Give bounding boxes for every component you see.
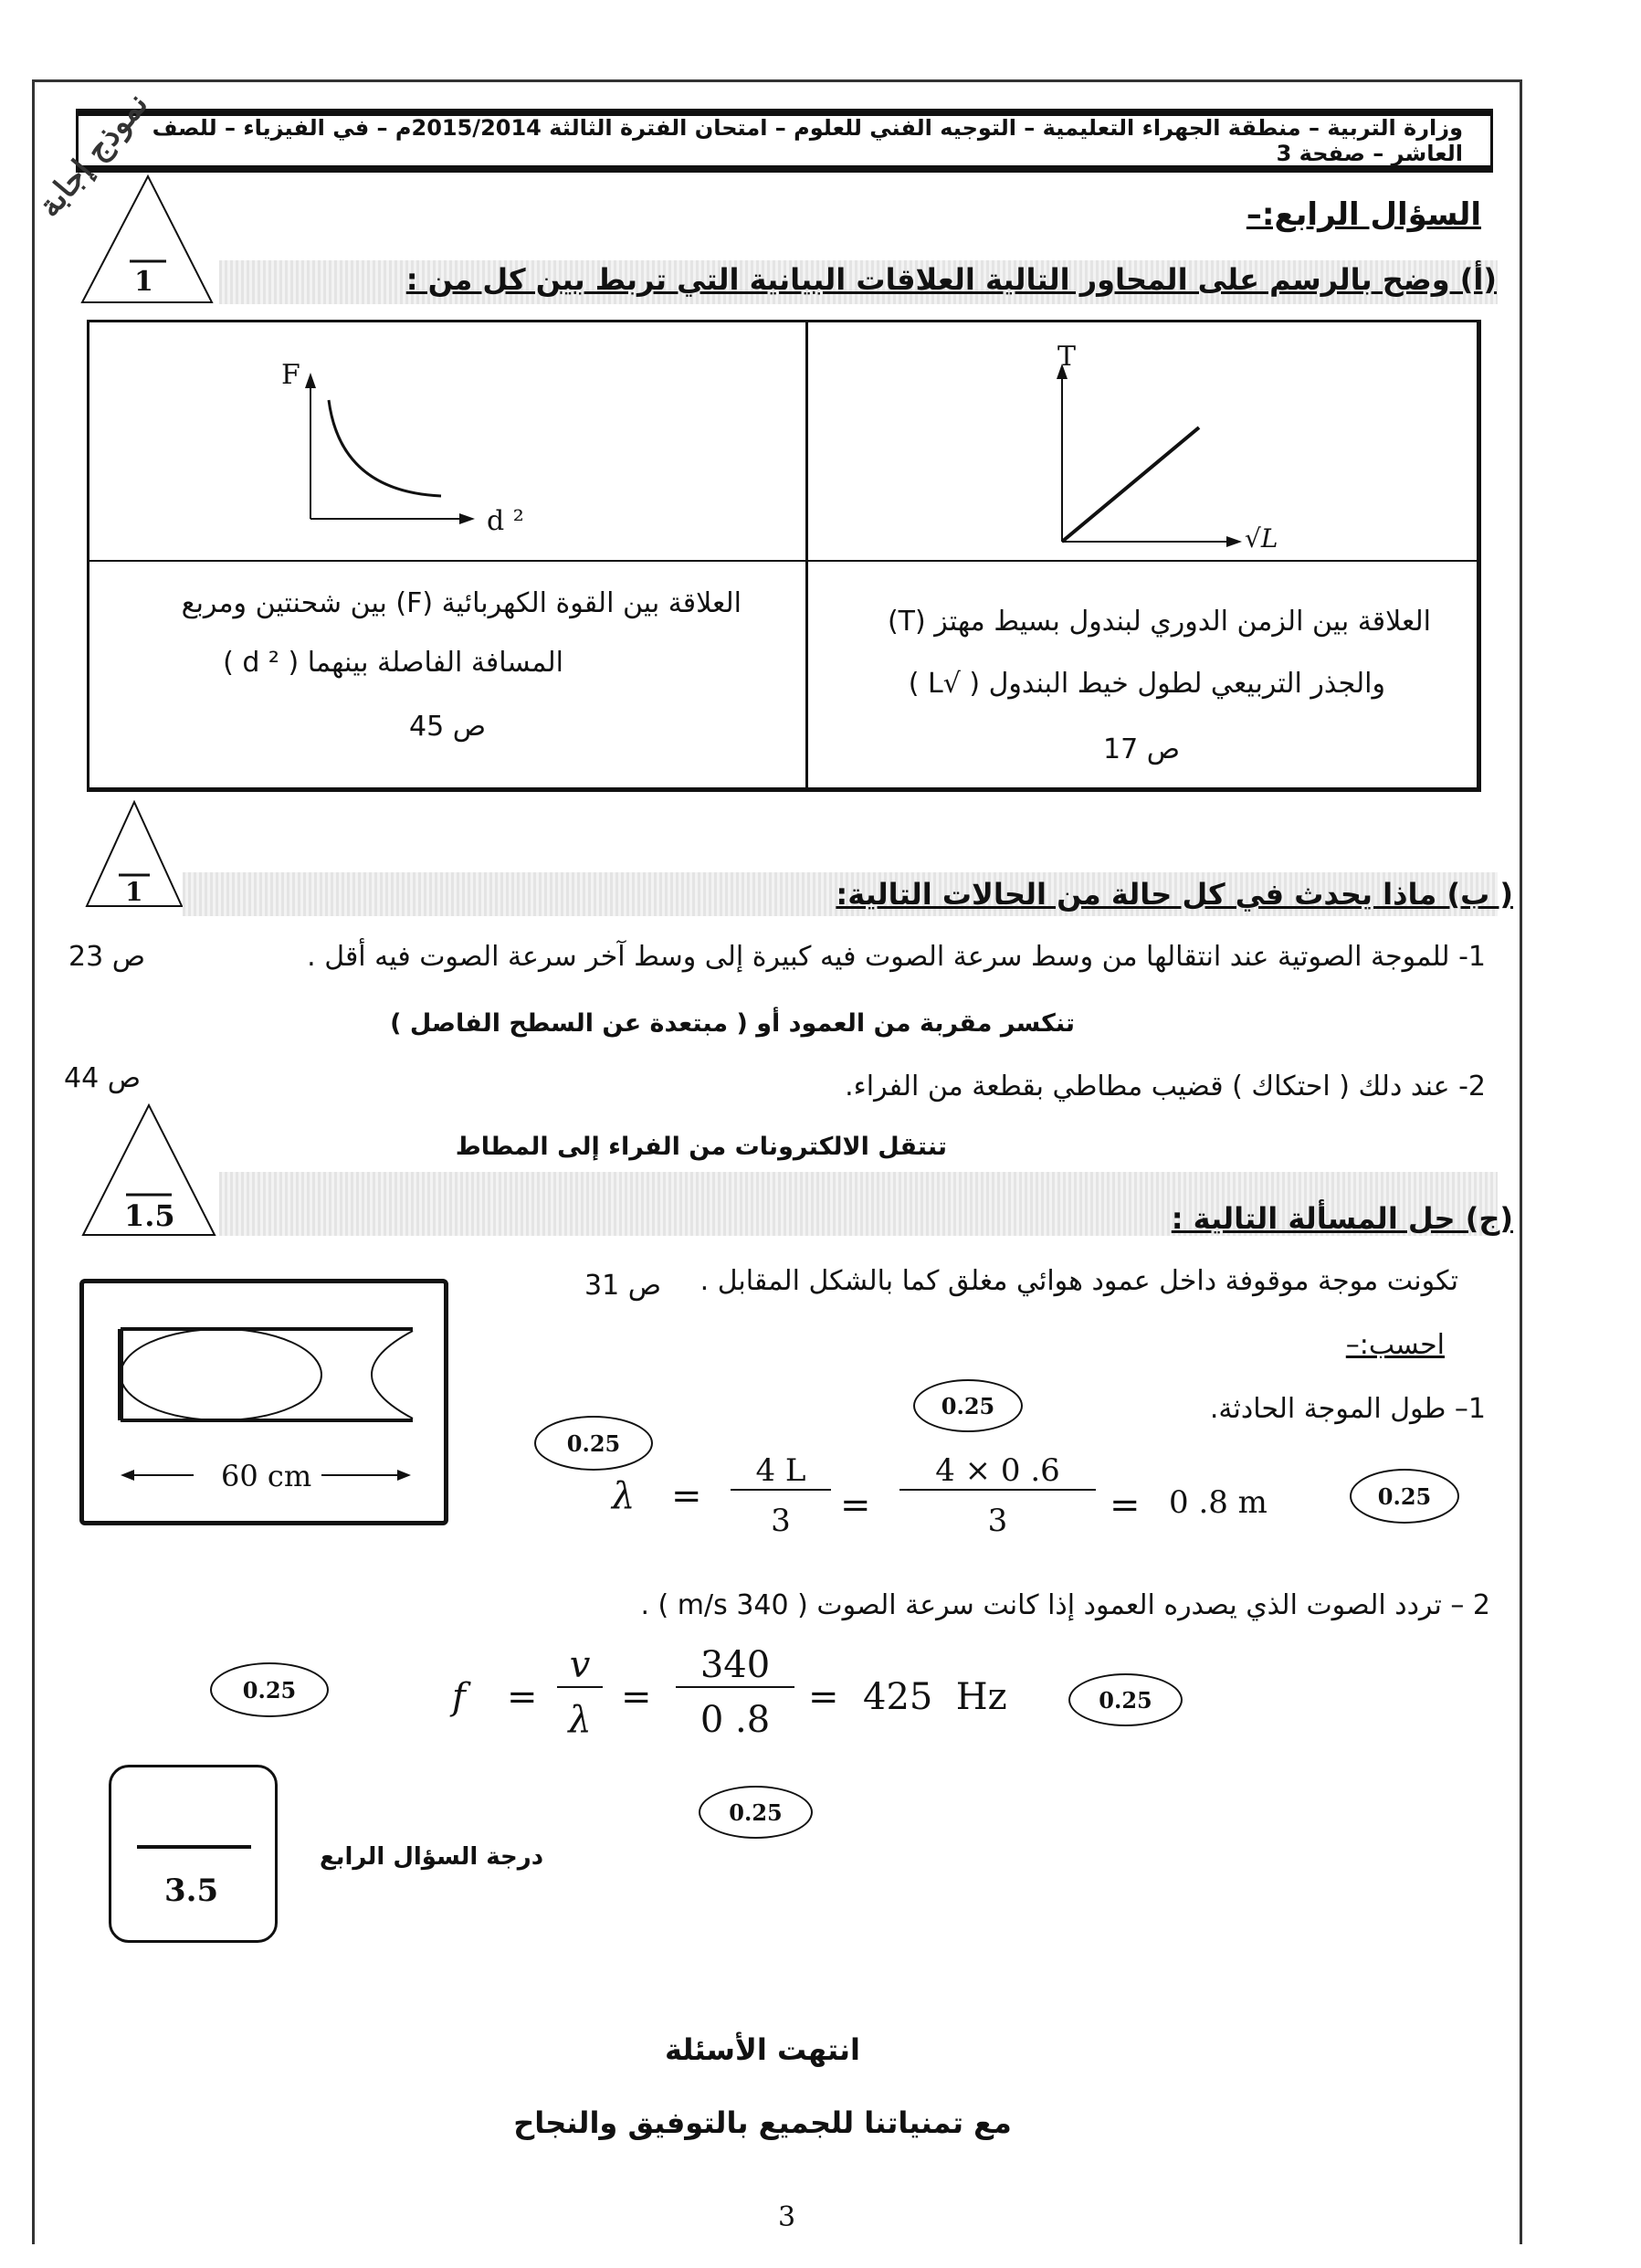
right-desc-1: العلاقة بين الزمن الدوري لبندول بسيط مهتز (T): [887, 606, 1431, 638]
sub-question-2: 2 – تردد الصوت الذي يصدره العمود إذا كانت سرعة الصوت ( 340 m/s ) .: [640, 1589, 1490, 1621]
left-page-ref: ص 45: [409, 711, 486, 743]
mark-bubble: 0.25: [210, 1662, 329, 1717]
eq2-result: 425 Hz: [863, 1676, 1007, 1718]
score-b: 1: [125, 877, 143, 907]
sqrt-l-axis-label: √L: [1245, 523, 1278, 554]
graph-table: [87, 320, 1481, 792]
mark-bubble: 0.25: [699, 1786, 813, 1839]
score-triangle-b: [84, 800, 184, 910]
inverse-curve: [329, 400, 441, 496]
total-label: درجة السؤال الرابع: [320, 1843, 544, 1871]
part-a-title: (أ) وضح بالرسم على المحاور التالية العلاقات البيانية التي تربط بين كل من :: [405, 262, 1497, 297]
t-axis-label: T: [1057, 341, 1077, 373]
total-score: 3.5: [164, 1872, 219, 1909]
eq1-num2: 4 × 0 .6: [899, 1452, 1096, 1491]
problem-intro: تكونت موجة موقوفة داخل عمود هوائي مغلق كما بالشكل المقابل .: [700, 1265, 1458, 1297]
part-b-item-2-ref: ص 44: [64, 1062, 141, 1094]
left-desc-2: المسافة الفاصلة بينهما ( d ² ): [223, 647, 563, 679]
left-desc-1: العلاقة بين القوة الكهربائية (F) بين شحنتين ومربع: [181, 587, 742, 619]
closing-wish: مع تمنياتنا للجميع بالتوفيق والنجاح: [513, 2105, 1012, 2140]
problem-page-ref: ص 31: [584, 1270, 661, 1302]
score-a: 1: [134, 266, 153, 298]
calculate-label: احسب:–: [1345, 1329, 1445, 1361]
exam-header: [76, 109, 1493, 173]
part-b-item-1: 1- للموجة الصوتية عند انتقالها من وسط سرعة الصوت فيه كبيرة إلى وسط آخر سرعة الصوت فيه أقل .: [307, 941, 1486, 973]
part-c-title: (ج) حل المسألة التالية :: [1171, 1201, 1513, 1236]
part-b-title: ( ب) ماذا يحدث في كل حالة من الحالات التالية:: [836, 877, 1513, 912]
right-desc-2: والجذر التربيعي لطول خيط البندول ( √L ): [908, 668, 1385, 700]
graph-f-vs-d2: [272, 359, 491, 533]
part-b-item-1-ref: ص 23: [68, 941, 145, 973]
eq2-num1: v: [557, 1644, 603, 1688]
part-b-item-2: 2- عند دلك ( احتكاك ) قضيب مطاطي بقطعة من الفراء.: [845, 1071, 1486, 1102]
score-triangle-a: [79, 174, 216, 307]
air-column-figure: [79, 1279, 448, 1525]
eq1-result: 0 .8 m: [1169, 1484, 1268, 1521]
linear-line: [1062, 427, 1199, 542]
graph-t-vs-sqrt-l: [1003, 341, 1277, 551]
eq2-num2: 340: [676, 1644, 794, 1688]
end-of-questions: انتهت الأسئلة: [665, 2032, 860, 2067]
d2-axis-label: d ²: [487, 505, 524, 537]
part-b-answer-1: تنكسر مقربة من العمود أو ( مبتعدة عن السطح الفاصل ): [390, 1009, 1075, 1038]
total-score-box: [109, 1765, 278, 1943]
score-triangle-c: [80, 1103, 217, 1239]
header-text: وزارة التربية – منطقة الجهراء التعليمية – التوجيه الفني للعلوم – امتحان الفترة الثالثة 2015/2014م – في الفيزياء – للصف العاشر – صفحة 3: [152, 115, 1463, 166]
eq1-lambda: λ: [612, 1475, 636, 1517]
mark-bubble: 0.25: [1350, 1469, 1459, 1524]
question-title: السؤال الرابع:–: [1246, 196, 1481, 233]
part-b-answer-2: تنتقل الالكترونات من الفراء إلى المطاط: [455, 1133, 947, 1161]
answer-key-stamp: نموذج إجابة: [30, 86, 156, 225]
sub-question-1: 1– طول الموجة الحادثة.: [1209, 1393, 1486, 1425]
length-label: 60 cm: [221, 1459, 312, 1493]
page-number: 3: [778, 2201, 796, 2233]
score-c: 1.5: [124, 1198, 175, 1233]
mark-bubble: 0.25: [913, 1379, 1023, 1432]
right-page-ref: ص 17: [1103, 733, 1180, 765]
mark-bubble: 0.25: [1068, 1673, 1183, 1726]
eq2-den2: 0 .8: [700, 1699, 771, 1741]
eq1-den2: 3: [987, 1503, 1008, 1539]
mark-bubble: 0.25: [534, 1416, 653, 1471]
eq2-f: f: [452, 1676, 466, 1718]
eq1-den1: 3: [771, 1503, 791, 1539]
eq2-den1: λ: [568, 1699, 592, 1741]
f-axis-label: F: [281, 359, 300, 391]
eq1-num1: 4 L: [731, 1452, 831, 1491]
